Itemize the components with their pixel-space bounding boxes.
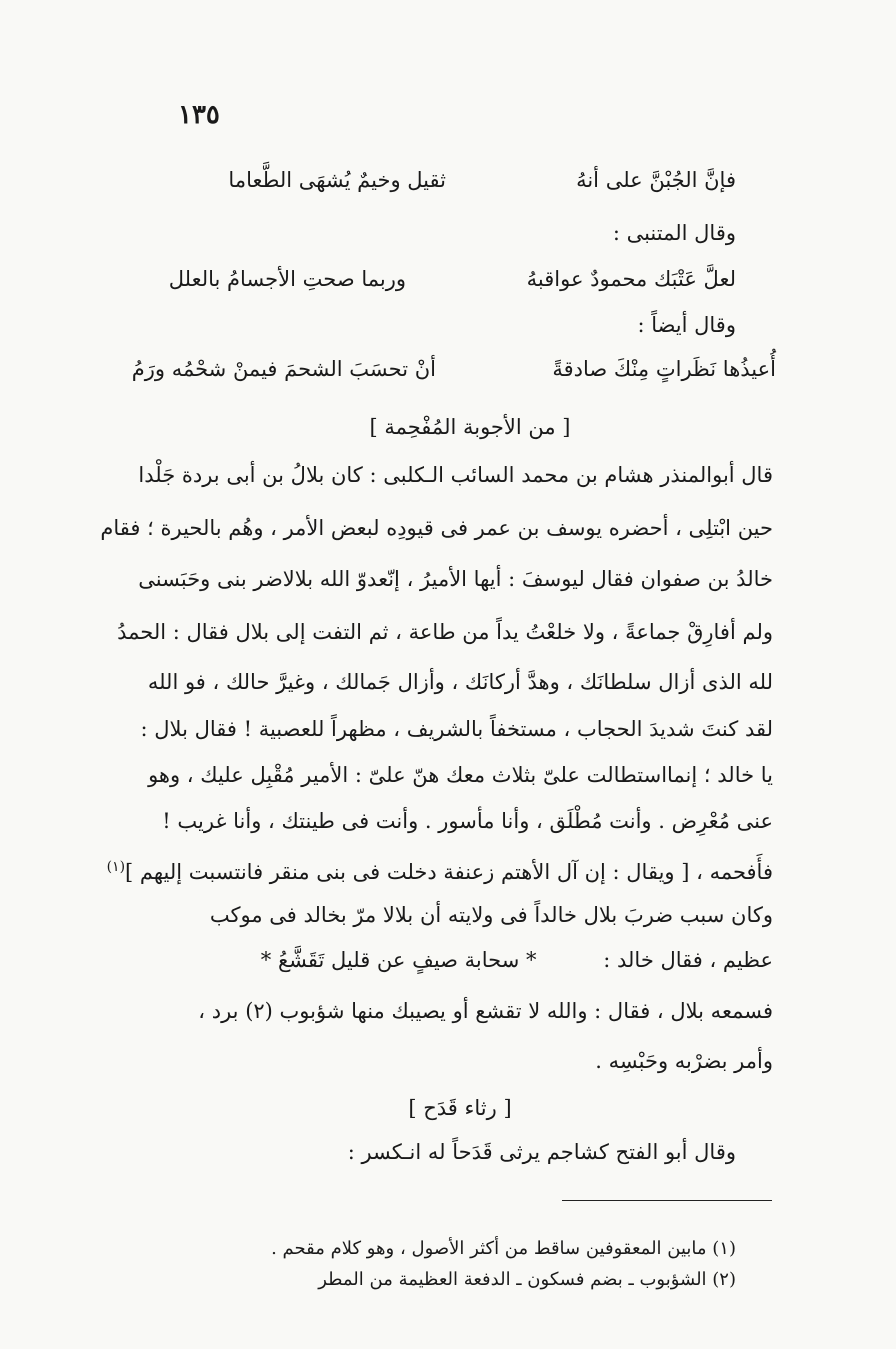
text-line: وقال أيضاً : [637, 313, 736, 337]
paragraph-line: فسمعه بلال ، فقال : والله لا تقشع أو يصيبك منها شؤبوب (٢) برد ، [198, 999, 773, 1023]
verse-line-2 [136, 264, 736, 294]
paragraph-line: وقال أبو الفتح كشاجم يرثى قَدَحاً له انـكسر : [347, 1140, 736, 1164]
paragraph-line: يا خالد ؛ إنمااستطالت علىّ بثلاث معك هنّ علىّ : الأمير مُقْبِل عليك ، وهو [148, 763, 773, 787]
paragraph-line: عظيم ، فقال خالد : * سحابة صيفٍ عن قليل تَقَشَّعُ * [260, 948, 773, 972]
paragraph-line: عنى مُعْرِض . وأنت مُطْلَق ، وأنا مأسور . وأنت فى طينتك ، وأنا غريب ! [162, 809, 773, 833]
paragraph-line: قال أبوالمنذر هشام بن محمد السائب الـكلبى : كان بلالُ بن أبى بردة جَلْدا [138, 463, 773, 487]
verse-left-hemistich: ثقيل وخيمٌ يُشهَى الطَّعاما [228, 168, 446, 192]
section-heading: [ رثاء قَدَح ] [408, 1096, 512, 1120]
verse-left-hemistich: أنْ تحسَبَ الشحمَ فيمنْ شحْمُه ورَمُ [131, 357, 436, 381]
footnote: (١) مابين المعقوفين ساقط من أكثر الأصول ، وهو كلام مقحم . [271, 1238, 736, 1259]
paragraph-line: ولم أفارِقْ جماعةً ، ولا خلعْتُ يداً من طاعة ، ثم التفت إلى بلال فقال : الحمدُ [117, 620, 773, 644]
paragraph-line [107, 852, 773, 887]
paragraph-line: وكان سبب ضربَ بلال خالداً فى ولايته أن بلالا مرّ بخالد فى موكب [209, 903, 773, 927]
paragraph-line: خالدُ بن صفوان فقال ليوسفَ : أيها الأميرُ ، إنّعدوّ الله بلالاضر بنى وحَبَسنى [138, 567, 773, 591]
text-line: وقال المتنبى : [612, 221, 736, 245]
paragraph-line: لقد كنتَ شديدَ الحجاب ، مستخفاً بالشريف ، مظهراً للعصبية ! فقال بلال : [140, 717, 773, 741]
paragraph-line: حين ابْتلِى ، أحضره يوسف بن عمر فى قيودِه لبعض الأمر ، وهُم بالحيرة ؛ فقام [100, 516, 773, 540]
verse-right-hemistich: لعلَّ عَتْبَك محمودٌ عواقبهُ [526, 267, 736, 291]
verse-line-3 [126, 354, 776, 384]
footnote-marker: (١) [106, 859, 126, 875]
verse-right-hemistich: فإنَّ الجُبْنَّ على أنهُ [576, 168, 736, 192]
verse-left-hemistich: وربما صحتِ الأجسامُ بالعلل [168, 267, 406, 291]
footnote-divider [562, 1200, 772, 1201]
footnote: (٢) الشؤبوب ـ بضم فسكون ـ الدفعة العظيمة من المطر [318, 1269, 736, 1290]
verse-line-1 [136, 165, 736, 195]
verse-right-hemistich: أُعيذُها نَظَراتٍ مِنْكَ صادقةً [552, 357, 776, 381]
paragraph-text: فأَفحمه ، [ ويقال : إن آل الأهتم زعنفة دخلت فى بنى منقر فانتسبت إليهم ] [125, 860, 773, 884]
section-heading: [ من الأجوبة المُفْحِمة ] [369, 415, 571, 439]
page-number: ١٣٥ [178, 100, 220, 130]
paragraph-line: وأمر بضرْبه وحَبْسِه . [595, 1049, 773, 1073]
paragraph-line: لله الذى أزال سلطانَك ، وهدَّ أركانَك ، وأزال جَمالك ، وغيرَّ حالك ، فو الله [147, 670, 773, 694]
